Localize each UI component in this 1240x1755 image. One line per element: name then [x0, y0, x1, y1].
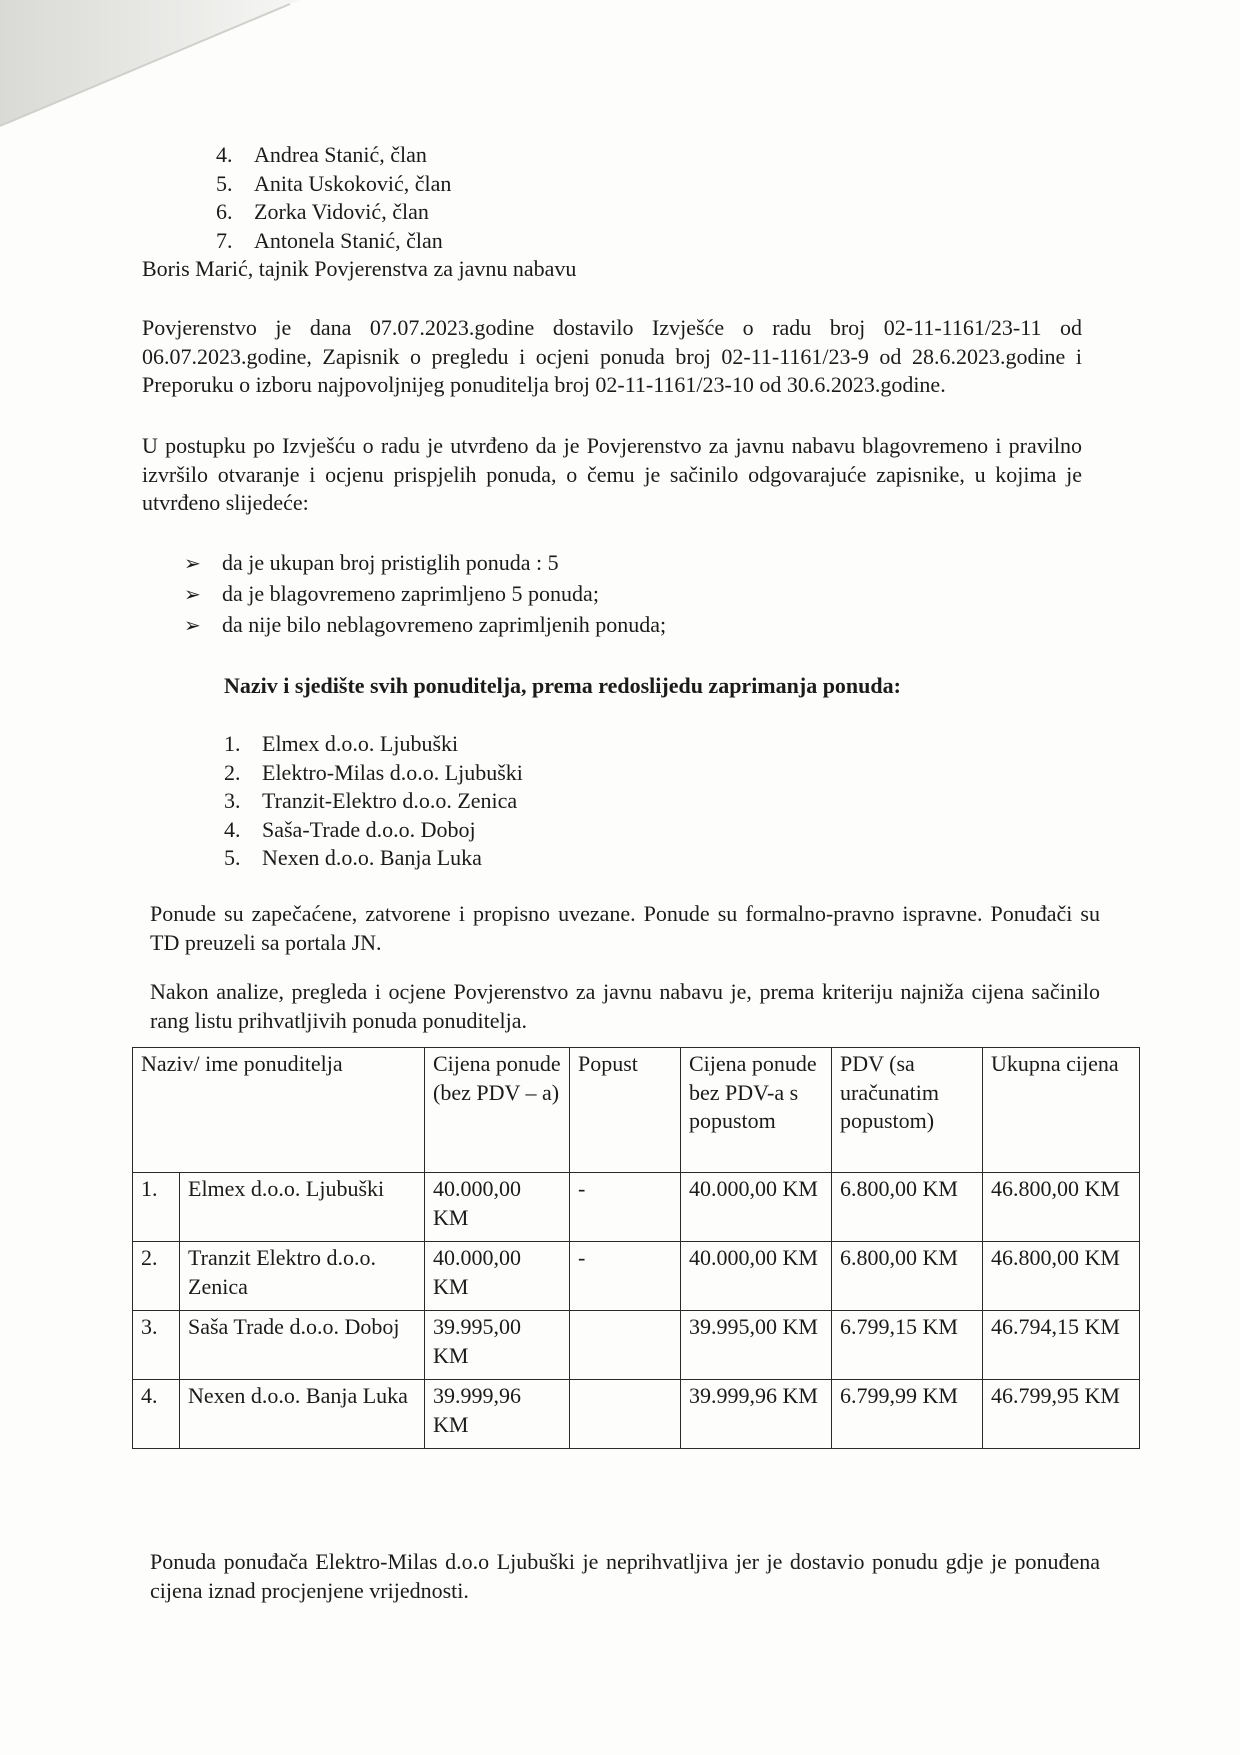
rejected-offer-paragraph: Ponuda ponuđača Elektro-Milas d.o.o Ljubuški je neprihvatljiva jer je dostavio ponudu gdje je ponuđena cijena iznad procjenjene vrijednosti. [150, 1549, 1100, 1603]
list-item: 4. Andrea Stanić, član [216, 142, 427, 167]
arrow-bullet-icon: ➢ [184, 582, 201, 607]
header-bidder-name: Naziv/ ime ponuditelja [133, 1048, 425, 1173]
bidder-name-cell: Saša Trade d.o.o. Doboj [180, 1311, 425, 1380]
list-item: 5. Anita Uskoković, član [216, 170, 452, 196]
price-discount-cell: 39.999,96 KM [681, 1380, 832, 1449]
header-vat: PDV (sa uračunatim popustom) [832, 1048, 983, 1173]
list-item: 7. Antonela Stanić, član [216, 227, 443, 253]
vat-cell: 6.800,00 KM [832, 1173, 983, 1242]
list-item: 4. Saša-Trade d.o.o. Doboj [224, 816, 476, 842]
header-price: Cijena ponude (bez PDV – a) [425, 1048, 570, 1173]
bidder-name-cell: Nexen d.o.o. Banja Luka [180, 1380, 425, 1449]
vat-cell: 6.800,00 KM [832, 1242, 983, 1311]
header-total: Ukupna cijena [983, 1048, 1140, 1173]
procedure-paragraph: U postupku po Izvješću o radu je utvrđeno da je Povjerenstvo za javnu nabavu blagovremeno i pravilno izvršilo otvaranje i ocjenu prispjelih ponuda, o čemu je sačinilo odgovarajuće zapisnike, u kojima je utvrđeno slijedeće: [142, 433, 1082, 515]
list-item: 3. Tranzit-Elektro d.o.o. Zenica [224, 788, 518, 813]
discount-cell [570, 1311, 681, 1380]
bidder-name-cell: Elmex d.o.o. Ljubuški [180, 1173, 425, 1242]
rank-cell: 3. [133, 1311, 180, 1380]
ranking-table [132, 1047, 1140, 1449]
commission-member-list [216, 141, 451, 255]
vat-cell: 6.799,99 KM [832, 1380, 983, 1449]
header-price-discount: Cijena ponude bez PDV-a s popustom [681, 1048, 832, 1173]
table-row [133, 1173, 1140, 1242]
list-item: ➢ da je ukupan broj pristiglih ponuda : 5 [184, 548, 666, 579]
commission-secretary: Boris Marić, tajnik Povjerenstva za javnu nabavu [142, 256, 577, 281]
sealed-paragraph: Ponude su zapečaćene, zatvorene i propisno uvezane. Ponude su formalno-pravno ispravne. Ponuđači su TD preuzeli sa portala JN. [150, 901, 1100, 955]
total-cell: 46.799,95 KM [983, 1380, 1140, 1449]
bidders-list [224, 730, 523, 873]
price-discount-cell: 39.995,00 KM [681, 1311, 832, 1380]
price-discount-cell: 40.000,00 KM [681, 1173, 832, 1242]
vat-cell: 6.799,15 KM [832, 1311, 983, 1380]
table-row [133, 1242, 1140, 1311]
table-row [133, 1380, 1140, 1449]
analysis-paragraph: Nakon analize, pregleda i ocjene Povjerenstvo za javnu nabavu je, prema kriteriju najniža cijena sačinilo rang listu prihvatljivih ponuda ponuditelja. [150, 979, 1100, 1033]
price-discount-cell: 40.000,00 KM [681, 1242, 832, 1311]
list-item: 1. Elmex d.o.o. Ljubuški [224, 731, 459, 756]
list-item: 6. Zorka Vidović, član [216, 199, 429, 224]
rank-cell: 1. [133, 1173, 180, 1242]
findings-list [184, 548, 666, 641]
total-cell: 46.794,15 KM [983, 1311, 1140, 1380]
table-row [133, 1311, 1140, 1380]
arrow-bullet-icon: ➢ [184, 613, 201, 638]
list-item: 2. Elektro-Milas d.o.o. Ljubuški [224, 759, 523, 785]
list-item: 5. Nexen d.o.o. Banja Luka [224, 845, 482, 870]
list-item: ➢ da je blagovremeno zaprimljeno 5 ponuda; [184, 579, 666, 610]
table-header-row [133, 1048, 1140, 1173]
discount-cell: - [570, 1242, 681, 1311]
scan-corner-shadow [0, 0, 300, 140]
rank-cell: 2. [133, 1242, 180, 1311]
rank-cell: 4. [133, 1380, 180, 1449]
arrow-bullet-icon: ➢ [184, 551, 201, 576]
price-cell: 39.995,00 KM [425, 1311, 570, 1380]
report-paragraph: Povjerenstvo je dana 07.07.2023.godine dostavilo Izvješće o radu broj 02-11-1161/23-11 od 06.07.2023.godine, Zapisnik o pregledu i ocjeni ponuda broj 02-11-1161/23-9 od 28.6.2023.godine i Preporuku o izboru najpovoljnijeg ponuditelja broj 02-11-1161/23-10 od 30.6.2023.godine. [142, 315, 1082, 397]
discount-cell [570, 1380, 681, 1449]
price-cell: 40.000,00 KM [425, 1173, 570, 1242]
bidder-name-cell: Tranzit Elektro d.o.o. Zenica [180, 1242, 425, 1311]
price-cell: 40.000,00 KM [425, 1242, 570, 1311]
header-discount: Popust [570, 1048, 681, 1173]
total-cell: 46.800,00 KM [983, 1173, 1140, 1242]
total-cell: 46.800,00 KM [983, 1242, 1140, 1311]
discount-cell: - [570, 1173, 681, 1242]
price-cell: 39.999,96 KM [425, 1380, 570, 1449]
bidders-heading: Naziv i sjedište svih ponuditelja, prema redoslijedu zaprimanja ponuda: [224, 673, 901, 698]
list-item: ➢ da nije bilo neblagovremeno zaprimljenih ponuda; [184, 610, 666, 641]
